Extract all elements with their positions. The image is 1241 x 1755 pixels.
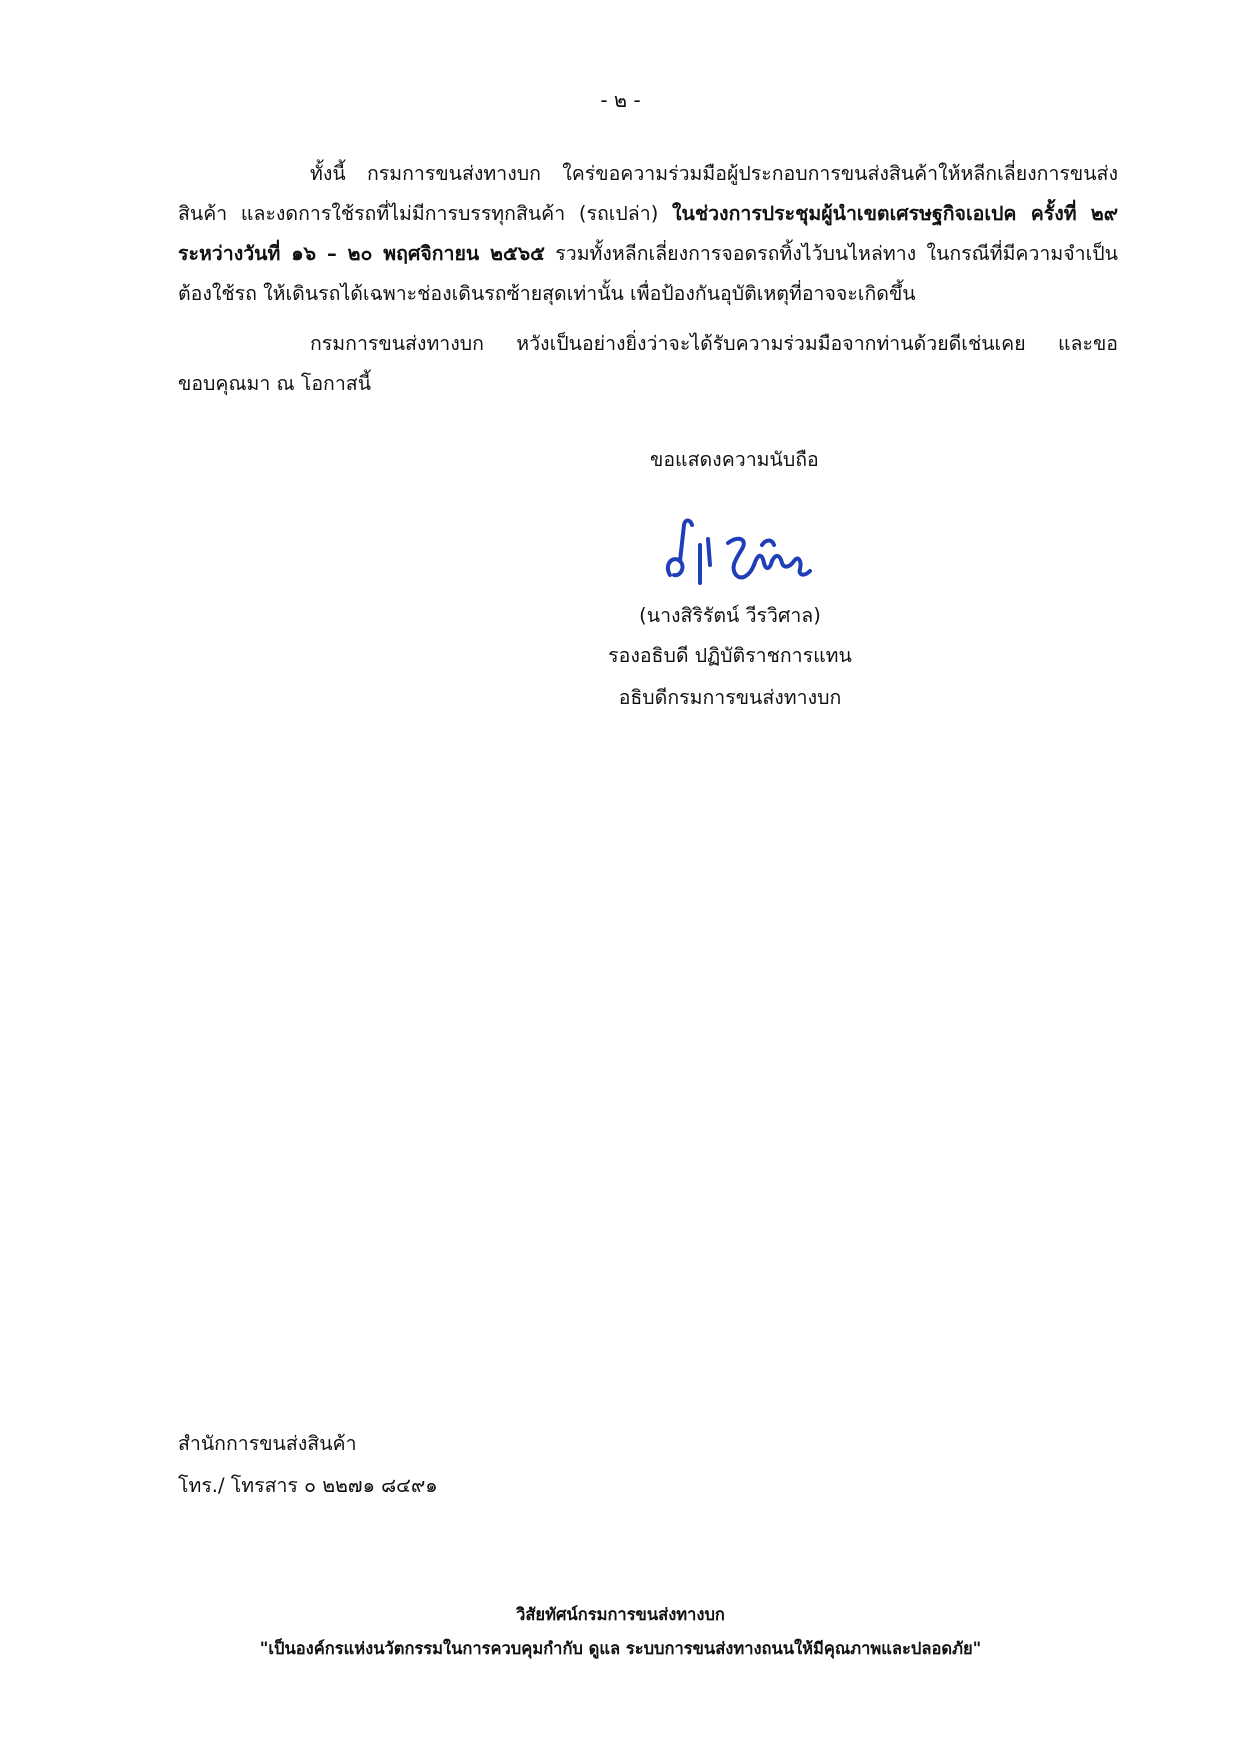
signer-title-line-1: รองอธิบดี ปฏิบัติราชการแทน — [608, 644, 852, 667]
office-name: สำนักการขนส่งสินค้า — [178, 1432, 357, 1455]
paragraph-tail-text: รวมทั้งหลีกเลี่ยงการจอดรถทิ้งไว้บนไหล่ทาง ในกรณีที่มีความจำเป็นต้องใช้รถ ให้เดินรถได้เฉพาะช่องเดินรถซ้ายสุดเท่านั้น เพื่อป้องกันอุบัติเหตุที่อาจจะเกิดขึ้น — [178, 242, 1118, 305]
closing-salutation: ขอแสดงความนับถือ — [650, 448, 819, 471]
handwritten-signature — [650, 505, 830, 597]
paragraph-bold-text: ในช่วงการประชุมผู้นำเขตเศรษฐกิจเอเปค ครั้งที่ ๒๙ ระหว่างวันที่ ๑๖ – ๒๐ พฤศจิกายน ๒๕๖๕ — [178, 202, 1119, 265]
paragraph-cooperation-request — [178, 154, 1118, 314]
paragraph-thanks: กรมการขนส่งทางบก หวังเป็นอย่างยิ่งว่าจะได้รับความร่วมมือจากท่านด้วยดีเช่นเคย และขอขอบคุณมา ณ โอกาสนี้ — [178, 332, 1118, 395]
signer-title-line-2: อธิบดีกรมการขนส่งทางบก — [618, 686, 842, 709]
page-number: - ๒ - — [600, 88, 641, 112]
signer-name: (นางสิริรัตน์ วีรวิศาล) — [639, 604, 821, 627]
footer-vision-title: วิสัยทัศน์กรมการขนส่งทางบก — [516, 1605, 725, 1624]
footer-vision-slogan: "เป็นองค์กรแห่งนวัตกรรมในการควบคุมกำกับ ดูแล ระบบการขนส่งทางถนนให้มีคุณภาพและปลอดภัย" — [259, 1639, 982, 1658]
office-phone: โทร./ โทรสาร ๐ ๒๒๗๑ ๘๔๙๑ — [178, 1474, 438, 1497]
paragraph-lead-text: ทั้งนี้ กรมการขนส่งทางบก ใคร่ขอความร่วมมือผู้ประกอบการขนส่งสินค้าให้หลีกเลี่ยงการขนส่งสินค้า และงดการใช้รถที่ไม่มีการบรรทุกสินค้า (รถเปล่า) — [178, 162, 1118, 225]
